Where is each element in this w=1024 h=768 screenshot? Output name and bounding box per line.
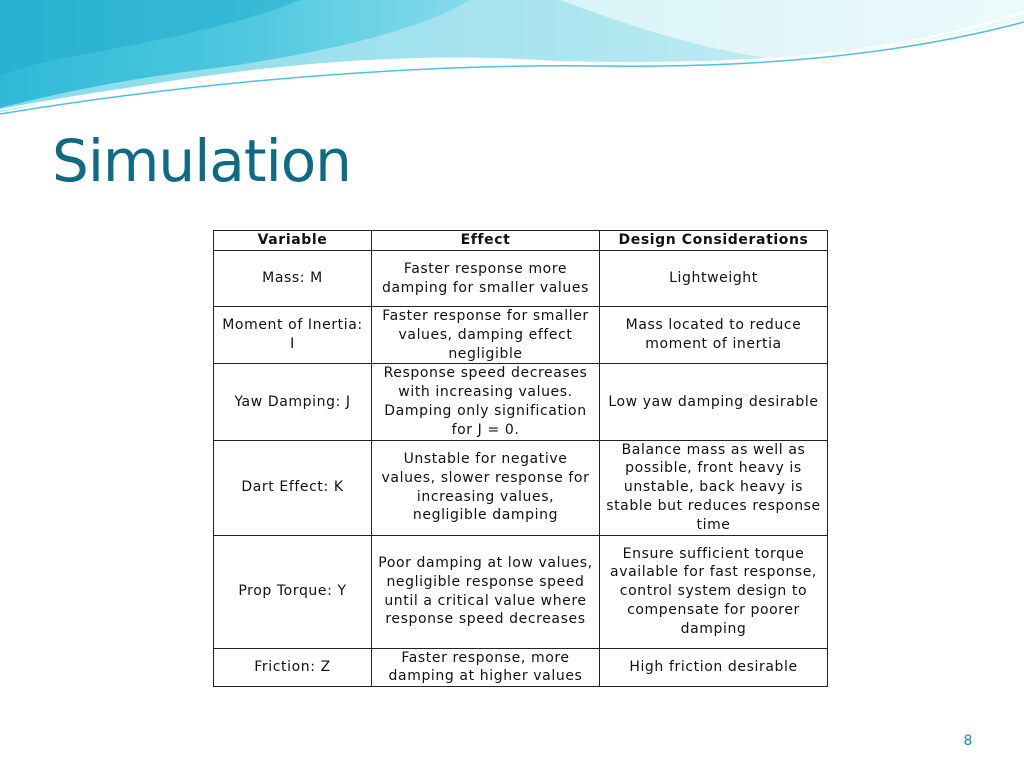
- cell-effect: Faster response, more damping at higher values: [372, 648, 600, 687]
- column-header-design-considerations: Design Considerations: [600, 231, 828, 251]
- cell-variable: Moment of Inertia: I: [214, 307, 372, 364]
- cell-effect: Unstable for negative values, slower response for increasing values, negligible damping: [372, 440, 600, 535]
- cell-design: Mass located to reduce moment of inertia: [600, 307, 828, 364]
- cell-variable: Friction: Z: [214, 648, 372, 687]
- slide-title: Simulation: [52, 127, 351, 195]
- cell-effect: Faster response for smaller values, damping effect negligible: [372, 307, 600, 364]
- cell-variable: Prop Torque: Y: [214, 535, 372, 648]
- simulation-table: [213, 230, 828, 687]
- cell-design: Lightweight: [600, 251, 828, 307]
- cell-design: High friction desirable: [600, 648, 828, 687]
- table-row: [214, 364, 828, 440]
- table-header-row: [214, 231, 828, 251]
- table-row: [214, 251, 828, 307]
- cell-design: Low yaw damping desirable: [600, 364, 828, 440]
- table-row: [214, 535, 828, 648]
- cell-effect: Poor damping at low values, negligible response speed until a critical value where response speed decreases: [372, 535, 600, 648]
- cell-design: Ensure sufficient torque available for fast response, control system design to compensate for poorer damping: [600, 535, 828, 648]
- table-row: [214, 307, 828, 364]
- table-row: [214, 440, 828, 535]
- page-number: 8: [963, 733, 973, 749]
- cell-variable: Mass: M: [214, 251, 372, 307]
- cell-effect: Faster response more damping for smaller values: [372, 251, 600, 307]
- column-header-variable: Variable: [214, 231, 372, 251]
- cell-variable: Dart Effect: K: [214, 440, 372, 535]
- table-row: [214, 648, 828, 687]
- column-header-effect: Effect: [372, 231, 600, 251]
- cell-design: Balance mass as well as possible, front heavy is unstable, back heavy is stable but reduces response time: [600, 440, 828, 535]
- cell-effect: Response speed decreases with increasing values. Damping only signification for J = 0.: [372, 364, 600, 440]
- cell-variable: Yaw Damping: J: [214, 364, 372, 440]
- wave-header-decoration: [0, 0, 1024, 130]
